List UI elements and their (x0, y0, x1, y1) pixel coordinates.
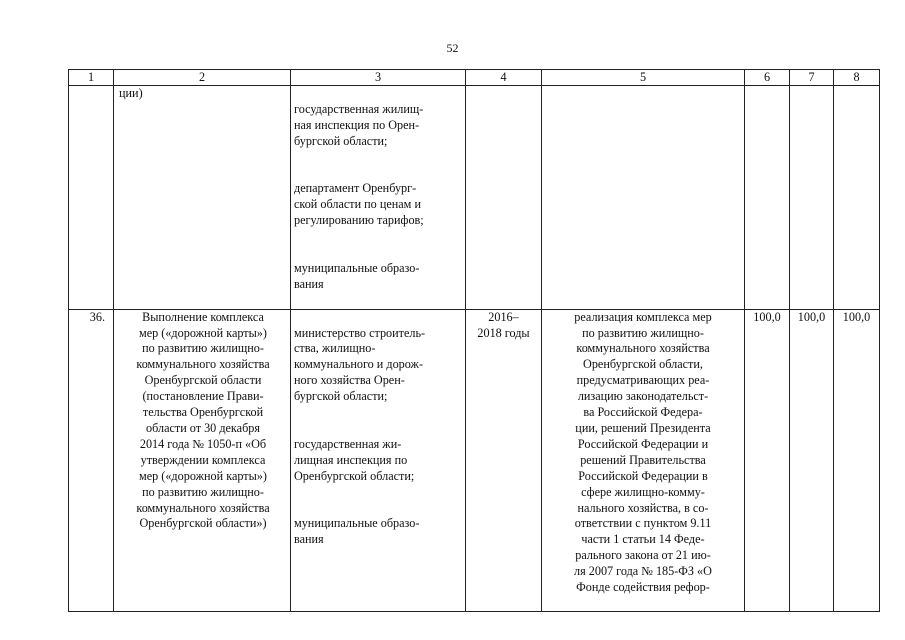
cell-number (69, 86, 114, 310)
header-col-2: 2 (114, 70, 291, 86)
table-row-36 (69, 309, 880, 611)
cell-value-7 (790, 86, 834, 310)
cell-name: ции) (114, 86, 291, 310)
page-number: 52 (446, 41, 459, 55)
cell-value-8 (834, 86, 880, 310)
executor-item: государственная жилищ- ная инспекция по Орен- бургской области; (294, 101, 424, 148)
cell-executors (291, 86, 466, 310)
cell-name: Выполнение комплекса мер («дорожной карты») по развитию жилищно- коммунального хозяйства Оренбургской области (постановление Прави- тельства Оренбургской области от 30 декабря 2014 года № 1050-п «Об утверждении комплекса мер («дорожной карты») по развитию жилищно- коммунального хозяйства Оренбургской области») (114, 309, 291, 611)
header-col-3: 3 (291, 70, 466, 86)
cell-value-6 (745, 86, 790, 310)
header-col-8: 8 (834, 70, 880, 86)
table-row-continuation (69, 86, 880, 310)
executor-item: министерство строитель- ства, жилищно- коммунального и дорож- ного хозяйства Орен- бургской области; (294, 325, 426, 404)
executor-item: департамент Оренбург- ской области по ценам и регулированию тарифов; (294, 181, 424, 228)
header-col-5: 5 (542, 70, 745, 86)
cell-term: 2016– 2018 годы (466, 309, 542, 611)
executor-item: муниципальные образо- вания (294, 516, 420, 547)
cell-value-8: 100,0 (834, 309, 880, 611)
cell-value-6: 100,0 (745, 309, 790, 611)
header-row (69, 70, 880, 86)
cell-result (542, 86, 745, 310)
header-col-4: 4 (466, 70, 542, 86)
executor-item: государственная жи- лищная инспекция по Оренбургской области; (294, 436, 415, 483)
header-col-1: 1 (69, 70, 114, 86)
cell-executors (291, 309, 466, 611)
header-col-6: 6 (745, 70, 790, 86)
cell-result: реализация комплекса мер по развитию жилищно- коммунального хозяйства Оренбургской области, предусматривающих реа- лизацию законодательст- ва Российской Федера- ции, решений Президента Российской Федерации и решений Правительства Российской Федерации в сфере жилищно-комму- нального хозяйства, в со- ответствии с пунктом 9.11 части 1 статьи 14 Феде- рального закона от 21 ию- ля 2007 года № 185-ФЗ «О Фонде содействия рефор- (542, 309, 745, 611)
executor-item: муниципальные образо- вания (294, 260, 420, 291)
cell-number: 36. (69, 309, 114, 611)
cell-term (466, 86, 542, 310)
header-col-7: 7 (790, 70, 834, 86)
cell-value-7: 100,0 (790, 309, 834, 611)
measures-table (68, 69, 880, 612)
